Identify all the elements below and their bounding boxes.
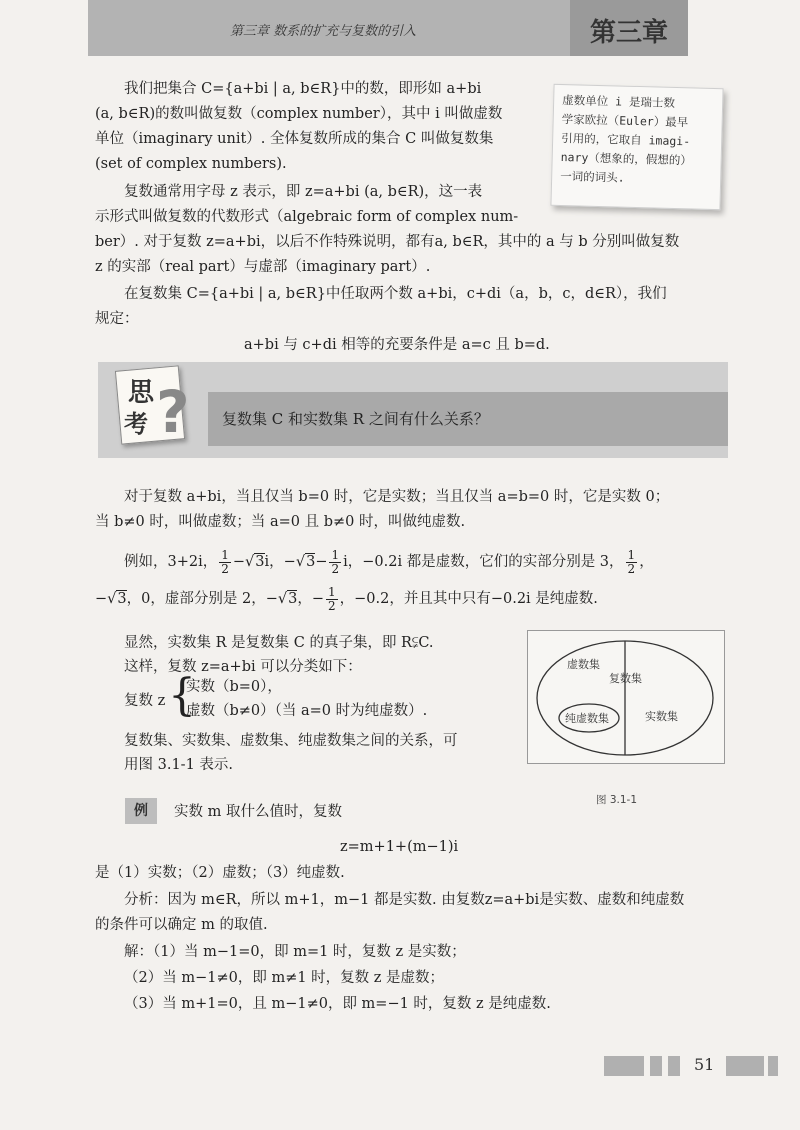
denominator: 2 [221, 561, 229, 576]
think-char: 考 [124, 409, 148, 438]
text: − [315, 554, 328, 570]
real-set-label: 实数集 [645, 710, 678, 723]
numerator: 1 [331, 547, 340, 562]
figure-caption: 图 3.1-1 [596, 794, 638, 806]
solution-line: （2）当 m−1≠0，即 m≠1 时，复数 z 是虚数； [124, 970, 445, 986]
footer-bar [768, 1056, 778, 1076]
paragraph-line: 我们把集合 C={a+bi | a, b∈R}中的数，即形如 a+bi [124, 81, 482, 97]
analysis-line: 分析：因为 m∈R，所以 m+1，m−1 都是实数. 由复数z=a+bi是实数、虚数和纯虚数 [124, 892, 685, 908]
side-note-line: 虚数单位 i 是瑞士数 [562, 93, 676, 110]
paragraph-line: 复数通常用字母 z 表示，即 z=a+bi (a, b∈R)，这一表 [124, 184, 483, 200]
question-mark-icon: ? [156, 378, 190, 446]
text: ，−0.2，并且其中只有−0.2i 是纯虚数. [339, 591, 598, 607]
example-question: 实数 m 取什么值时，复数 [174, 804, 342, 820]
solution-line: （3）当 m+1=0，且 m−1≠0，即 m=−1 时，复数 z 是纯虚数. [124, 996, 551, 1012]
example-formula: z=m+1+(m−1)i [340, 839, 459, 855]
paragraph-line: 示形式叫做复数的代数形式（algebraic form of complex num- [95, 209, 519, 225]
text: ，− [297, 591, 324, 607]
think-char: 思 [128, 378, 155, 408]
side-note-line: 引用的，它取自 imagi- [561, 131, 691, 149]
paragraph-line: 规定： [95, 311, 139, 327]
paragraph-line: 用图 3.1-1 表示. [124, 757, 234, 773]
paragraph-line: 单位（imaginary unit）. 全体复数所成的集合 C 叫做复数集 [95, 131, 494, 147]
paragraph-line: (set of complex numbers). [95, 156, 287, 172]
brace: { [168, 670, 196, 721]
running-header: 第三章 数系的扩充与复数的引入 [230, 24, 417, 39]
side-note-line: nary（想象的，假想的） [560, 150, 693, 168]
paragraph-line: 显然，实数集 R 是复数集 C 的真子集，即 R⫋C. [124, 635, 434, 651]
footer-bar [650, 1056, 662, 1076]
example-line: 例如，3+2i， $\frac{1}{2}$ −√3i，−√3− $\frac{1}{2}$ i，−0.2i 都是虚数，它们的实部分别是 3， $\frac{1}{2}$ ， [124, 547, 654, 576]
complex-set-label: 复数集 [609, 672, 642, 685]
sqrt: 3 [255, 554, 265, 570]
text: ， [639, 554, 654, 570]
example-tag: 例 [125, 798, 157, 824]
sqrt: 3 [306, 554, 316, 570]
text: 例如，3+2i， [124, 554, 218, 570]
side-note-line: 一词的词头. [560, 169, 625, 185]
paragraph-line: 这样，复数 z=a+bi 可以分类如下： [124, 659, 362, 675]
denominator: 2 [328, 598, 336, 613]
fraction [326, 586, 338, 613]
footer-bar [726, 1056, 764, 1076]
paragraph-line: ber）. 对于复数 z=a+bi，以后不作特殊说明，都有a, b∈R，其中的 a 与 b 分别叫做复数 [95, 234, 680, 250]
example-line: −√3，0，虚部分别是 2，−√3，− $\frac{1}{2}$ ，−0.2，并且其中只有−0.2i 是纯虚数. [95, 584, 598, 613]
example-parts: 是（1）实数；（2）虚数；（3）纯虚数. [95, 865, 345, 881]
text: − [232, 554, 246, 570]
paragraph-line: (a, b∈R)的数叫做复数（complex number），其中 i 叫做虚数 [95, 106, 503, 122]
denominator: 2 [331, 561, 340, 576]
fraction [626, 549, 638, 576]
numerator: 1 [627, 547, 636, 562]
chapter-label: 第三章 [590, 18, 669, 48]
think-question: 复数集 C 和实数集 R 之间有什么关系？ [222, 410, 489, 428]
text: ，0，虚部分别是 2，− [126, 591, 278, 607]
sqrt: 3 [117, 591, 127, 607]
page-number: 51 [694, 1055, 715, 1074]
side-note [550, 84, 723, 210]
footer-bar [668, 1056, 680, 1076]
paragraph-line: 对于复数 a+bi，当且仅当 b=0 时，它是实数；当且仅当 a=b=0 时，它是实数 0； [124, 489, 670, 505]
imag-set-label: 虚数集 [567, 658, 600, 671]
side-note-line: 学家欧拉（Euler）最早 [561, 112, 689, 130]
solution-line: 解：（1）当 m−1=0，即 m=1 时，复数 z 是实数； [124, 944, 466, 960]
paragraph-line: 复数集、实数集、虚数集、纯虚数集之间的关系，可 [124, 733, 458, 749]
text: − [283, 554, 296, 570]
text: − [95, 591, 108, 607]
sqrt: 3 [288, 591, 298, 607]
equality-condition: a+bi 与 c+di 相等的充要条件是 a=c 且 b=d. [244, 337, 550, 353]
classify-real: 实数（b=0）， [186, 679, 282, 695]
analysis-line: 的条件可以确定 m 的取值. [95, 917, 268, 933]
text: i， [264, 554, 284, 570]
venn-diagram [527, 630, 723, 762]
text: i，−0.2i 都是虚数，它们的实部分别是 3， [343, 554, 624, 570]
footer-bar [604, 1056, 644, 1076]
paragraph-line: z 的实部（real part）与虚部（imaginary part）. [95, 259, 431, 275]
pure-imag-set-label: 纯虚数集 [565, 712, 609, 725]
denominator: 2 [627, 561, 636, 576]
numerator: 1 [328, 584, 336, 599]
paragraph-line: 在复数集 C={a+bi | a, b∈R}中任取两个数 a+bi，c+di（a，b，c，d∈R），我们 [124, 286, 667, 302]
fraction [219, 549, 231, 576]
numerator: 1 [221, 547, 229, 562]
classify-label: 复数 z [124, 693, 166, 709]
fraction [329, 549, 341, 576]
paragraph-line: 当 b≠0 时，叫做虚数；当 a=0 且 b≠0 时，叫做纯虚数. [95, 514, 466, 530]
classify-imag: 虚数（b≠0）（当 a=0 时为纯虚数）. [186, 703, 428, 719]
